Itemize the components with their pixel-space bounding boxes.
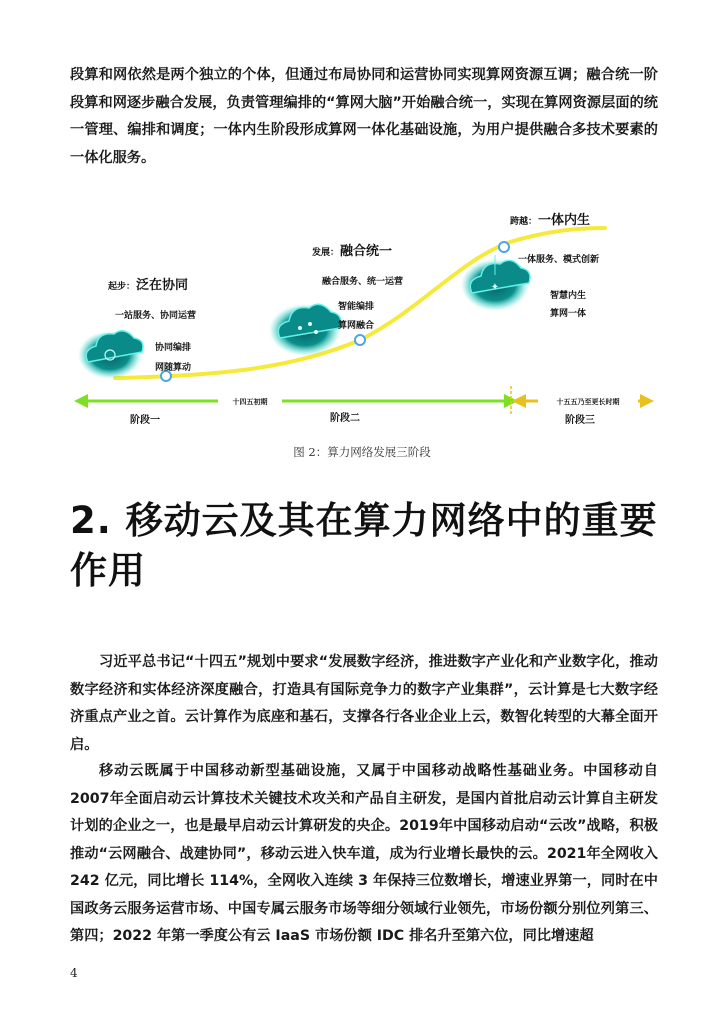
plan-label-2: 十五五乃至更长时期 — [556, 398, 620, 406]
stage-3-marker — [499, 242, 509, 252]
svg-text:✦: ✦ — [490, 282, 500, 293]
stage-2-item-2a: 智能编排 — [338, 302, 375, 312]
figure-caption: 图 2：算力网络发展三阶段 — [293, 445, 431, 459]
section-heading: 2. 移动云及其在算力网络中的重要作用 — [70, 499, 658, 592]
intro-paragraph: 段算和网依然是两个独立的个体，但通过布局协同和运营协同实现算网资源互调；融合统一阶段算和网逐步融合发展，负责管理编排的“算网大脑”开始融合统一，实现在算网资源层面的统一管理、编排和调度；一体内生阶段形成算网一体化基础设施，为用户提供融合多技术要素的一体化服务。 — [70, 67, 658, 166]
stage-1-item-2b: 网随算动 — [155, 363, 192, 373]
phase-label-3: 阶段三 — [565, 415, 595, 426]
page-number: 4 — [70, 966, 78, 980]
body-paragraph-2: 移动云既属于中国移动新型基础设施，又属于中国移动战略性基础业务。中国移动自2007年全面启动云计算技术关键技术攻关和产品自主研发，是国内首批启动云计算自主研发计划的企业之一，也是最早启动云计算研发的央企。2019年中国移动启动“云改”战略，积极推动“云网融合、战建协同”，移动云进入快车道，成为行业增长最快的云。2021年全网收入 242 亿元，同比增长 114%，全网收入连续 3 年保持三位数增长，增速业界第一，同时在中国政务云服务运营市场、中国专属云服务市场等细分领域行业领先，市场份额分别位列第三、第四；2022 年第一季度公有云 IaaS 市场份额 IDC 排名升至第六位，同比增速超 — [70, 763, 658, 944]
stage-2-item-1: 融合服务、统一运营 — [322, 277, 404, 287]
stage-2-item-2b: 算网融合 — [338, 321, 375, 331]
stage-2-title: 融合统一 — [340, 244, 393, 259]
stage-1-item-2a: 协同编排 — [155, 343, 192, 353]
stage-2-marker — [355, 335, 365, 345]
stage-3-prefix: 跨越： — [510, 217, 538, 227]
stage-3-item-1: 一体服务、模式创新 — [518, 255, 600, 265]
stage-2-prefix: 发展： — [312, 248, 340, 258]
phase-label-1: 阶段一 — [130, 415, 160, 426]
phase-label-2: 阶段二 — [330, 413, 360, 424]
plan-label-1: 十四五初期 — [232, 398, 268, 406]
stage-1-prefix: 起步： — [108, 282, 136, 292]
body-paragraph-1: 习近平总书记“十四五”规划中要求“发展数字经济，推进数字产业化和产业数字化，推动数字经济和实体经济深度融合，打造具有国际竞争力的数字产业集群”，云计算是七大数字经济重点产业之首。云计算作为底座和基石，支撑各行各业企业上云，数智化转型的大幕全面开启。 — [70, 654, 658, 753]
stages-figure — [60, 200, 664, 435]
stage-3-item-2a: 智慧内生 — [550, 291, 587, 301]
stage-1-title: 泛在协同 — [136, 278, 189, 293]
cloud-icon-stage-1 — [78, 331, 143, 379]
stage-3-item-2b: 算网一体 — [550, 309, 587, 319]
stage-1-item-1: 一站服务、协同运营 — [115, 311, 197, 321]
stage-3-title: 一体内生 — [538, 213, 591, 228]
cloud-icon-stage-2 — [269, 304, 341, 356]
